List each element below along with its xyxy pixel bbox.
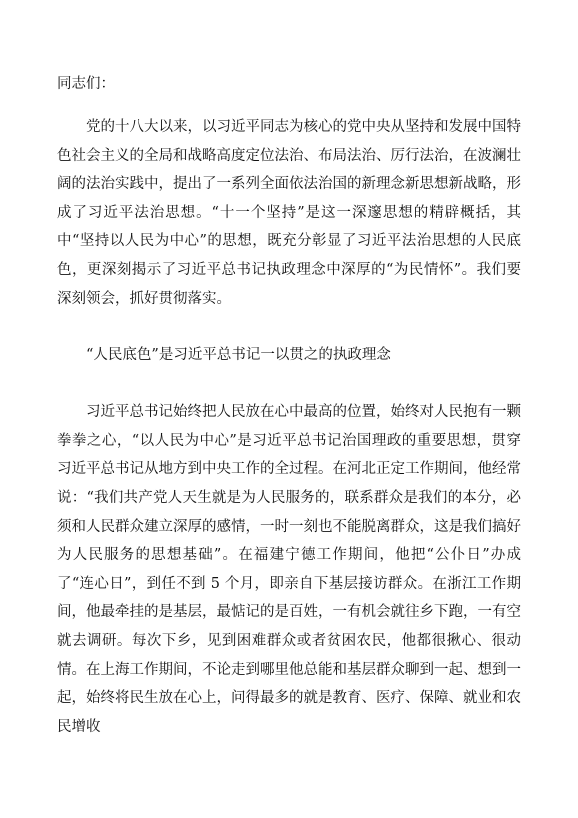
intro-paragraph: 党的十八大以来，以习近平同志为核心的党中央从坚持和发展中国特色社会主义的全局和战略高度定位法治、布局法治、厉行法治，在波澜壮阔的法治实践中，提出了一系列全面依法治国的新理念新思想新战略，形成了习近平法治思想。“十一个坚持”是这一深邃思想的精辟概括，其中“坚持以人民为中心”的思想，既充分彰显了习近平法治思想的人民底色，更深刻揭示了习近平总书记执政理念中深厚的“为民情怀”。我们要深刻领会，抓好贯彻落实。 bbox=[57, 119, 521, 307]
body-paragraph: 习近平总书记始终把人民放在心中最高的位置，始终对人民抱有一颗拳拳之心，“以人民为中心”是习近平总书记治国理政的重要思想，贯穿习近平总书记从地方到中央工作的全过程。在河北正定工作期间，他经常说：“我们共产党人天生就是为人民服务的，联系群众是我们的本分，必须和人民群众建立深厚的感情，一时一刻也不能脱离群众，这是我们搞好为人民服务的思想基础”。在福建宁德工作期间，他把“公仆日”办成了“连心日”，到任不到 5 个月，即亲自下基层接访群众。在浙江工作期间，他最牵挂的是基层，最惦记的是百姓，一有机会就往乡下跑，一有空就去调研。每次下乡，见到困难群众或者贫困农民，他都很揪心、很动情。在上海工作期间，不论走到哪里他总能和基层群众聊到一起、想到一起，始终将民生放在心上，问得最多的就是教育、医疗、保障、就业和农民增收 bbox=[57, 404, 521, 735]
section-heading: “人民底色”是习近平总书记一以贯之的执政理念 bbox=[86, 347, 391, 364]
salutation: 同志们： bbox=[57, 76, 115, 92]
